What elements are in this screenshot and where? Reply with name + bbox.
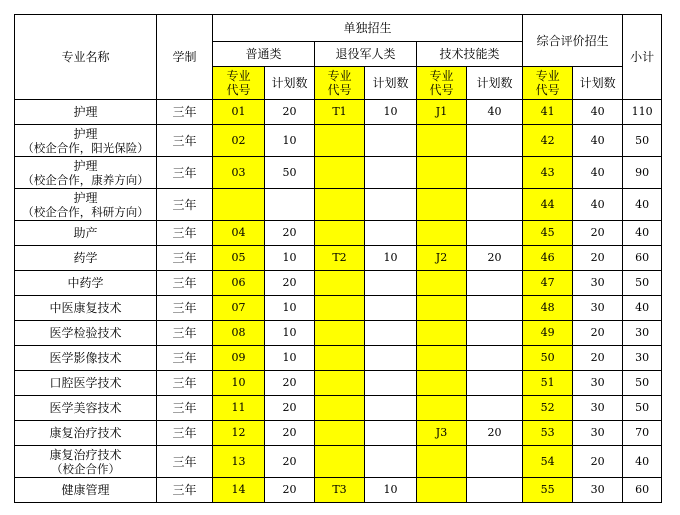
cell-general-code: 14 — [213, 478, 265, 503]
cell-veterans-plan — [365, 296, 417, 321]
cell-duration: 三年 — [157, 446, 213, 478]
header-single-recruit: 单独招生 — [213, 15, 523, 42]
cell-duration: 三年 — [157, 296, 213, 321]
cell-veterans-code — [315, 189, 365, 221]
cell-veterans-code — [315, 446, 365, 478]
cell-general-plan: 50 — [265, 157, 315, 189]
header-veterans: 退役军人类 — [315, 42, 417, 67]
cell-general-code: 04 — [213, 221, 265, 246]
cell-general-code: 07 — [213, 296, 265, 321]
cell-skills-code — [417, 446, 467, 478]
cell-duration: 三年 — [157, 125, 213, 157]
cell-major-name: 健康管理 — [15, 478, 157, 503]
cell-major-name: 医学美容技术 — [15, 396, 157, 421]
cell-general-code: 03 — [213, 157, 265, 189]
cell-duration: 三年 — [157, 189, 213, 221]
table-row — [15, 125, 662, 157]
cell-skills-plan — [467, 446, 523, 478]
header-comprehensive: 综合评价招生 — [523, 15, 623, 67]
cell-duration: 三年 — [157, 157, 213, 189]
cell-skills-plan — [467, 271, 523, 296]
cell-comprehensive-plan: 30 — [573, 396, 623, 421]
cell-skills-code — [417, 221, 467, 246]
cell-subtotal: 30 — [623, 321, 662, 346]
cell-comprehensive-code: 52 — [523, 396, 573, 421]
cell-skills-code — [417, 346, 467, 371]
cell-duration: 三年 — [157, 221, 213, 246]
cell-skills-plan — [467, 125, 523, 157]
table-row — [15, 346, 662, 371]
cell-skills-code: J2 — [417, 246, 467, 271]
cell-general-code: 08 — [213, 321, 265, 346]
header-comprehensive-plan: 计划数 — [573, 67, 623, 100]
header-duration: 学制 — [157, 15, 213, 100]
cell-veterans-plan — [365, 189, 417, 221]
header-skills-code: 专业 代号 — [417, 67, 467, 100]
cell-major-name: 药学 — [15, 246, 157, 271]
cell-general-code: 06 — [213, 271, 265, 296]
cell-skills-plan — [467, 371, 523, 396]
cell-skills-code: J3 — [417, 421, 467, 446]
cell-veterans-plan: 10 — [365, 100, 417, 125]
cell-comprehensive-code: 49 — [523, 321, 573, 346]
cell-duration: 三年 — [157, 396, 213, 421]
cell-veterans-code — [315, 321, 365, 346]
cell-comprehensive-code: 44 — [523, 189, 573, 221]
cell-subtotal: 60 — [623, 246, 662, 271]
cell-comprehensive-code: 45 — [523, 221, 573, 246]
cell-comprehensive-plan: 40 — [573, 125, 623, 157]
cell-comprehensive-plan: 30 — [573, 421, 623, 446]
cell-veterans-code — [315, 125, 365, 157]
cell-skills-plan — [467, 478, 523, 503]
cell-skills-plan — [467, 157, 523, 189]
cell-general-code: 02 — [213, 125, 265, 157]
cell-duration: 三年 — [157, 346, 213, 371]
cell-general-plan: 20 — [265, 100, 315, 125]
cell-general-plan: 20 — [265, 446, 315, 478]
cell-general-plan: 20 — [265, 478, 315, 503]
cell-comprehensive-plan: 30 — [573, 478, 623, 503]
cell-general-plan: 20 — [265, 271, 315, 296]
header-comprehensive-code: 专业 代号 — [523, 67, 573, 100]
table-row — [15, 296, 662, 321]
cell-comprehensive-plan: 20 — [573, 446, 623, 478]
cell-subtotal: 50 — [623, 125, 662, 157]
cell-subtotal: 110 — [623, 100, 662, 125]
cell-major-note: （校企合作） — [51, 461, 120, 476]
cell-skills-code — [417, 396, 467, 421]
cell-veterans-code — [315, 157, 365, 189]
header-general: 普通类 — [213, 42, 315, 67]
cell-comprehensive-plan: 40 — [573, 189, 623, 221]
cell-comprehensive-code: 41 — [523, 100, 573, 125]
cell-subtotal: 40 — [623, 446, 662, 478]
cell-duration: 三年 — [157, 421, 213, 446]
cell-major-name: 康复治疗技术 （校企合作） — [15, 446, 157, 478]
cell-subtotal: 50 — [623, 396, 662, 421]
cell-veterans-code: T1 — [315, 100, 365, 125]
cell-subtotal: 30 — [623, 346, 662, 371]
header-veterans-plan: 计划数 — [365, 67, 417, 100]
table-row — [15, 271, 662, 296]
cell-skills-plan — [467, 221, 523, 246]
cell-veterans-plan — [365, 421, 417, 446]
cell-general-code: 05 — [213, 246, 265, 271]
cell-skills-code — [417, 157, 467, 189]
cell-veterans-plan — [365, 396, 417, 421]
cell-comprehensive-code: 42 — [523, 125, 573, 157]
cell-subtotal: 90 — [623, 157, 662, 189]
table-row — [15, 321, 662, 346]
cell-skills-code — [417, 189, 467, 221]
header-subtotal: 小计 — [623, 15, 662, 100]
table-row — [15, 446, 662, 478]
cell-skills-plan: 40 — [467, 100, 523, 125]
cell-veterans-plan — [365, 271, 417, 296]
cell-general-plan: 10 — [265, 125, 315, 157]
table-row — [15, 371, 662, 396]
cell-comprehensive-plan: 20 — [573, 246, 623, 271]
cell-major-name: 护理 （校企合作，阳光保险） — [15, 125, 157, 157]
cell-duration: 三年 — [157, 478, 213, 503]
cell-skills-plan: 20 — [467, 421, 523, 446]
cell-comprehensive-plan: 20 — [573, 346, 623, 371]
cell-duration: 三年 — [157, 321, 213, 346]
cell-general-plan — [265, 189, 315, 221]
cell-veterans-plan — [365, 221, 417, 246]
cell-skills-plan — [467, 346, 523, 371]
cell-major-name: 医学影像技术 — [15, 346, 157, 371]
cell-major-name: 护理 （校企合作，康养方向） — [15, 157, 157, 189]
cell-skills-code: J1 — [417, 100, 467, 125]
cell-general-plan: 20 — [265, 396, 315, 421]
cell-veterans-plan — [365, 446, 417, 478]
cell-general-plan: 10 — [265, 296, 315, 321]
cell-general-code: 13 — [213, 446, 265, 478]
cell-major-name: 中医康复技术 — [15, 296, 157, 321]
cell-general-plan: 20 — [265, 371, 315, 396]
cell-skills-plan — [467, 396, 523, 421]
header-general-plan: 计划数 — [265, 67, 315, 100]
cell-veterans-code — [315, 271, 365, 296]
cell-comprehensive-code: 47 — [523, 271, 573, 296]
cell-skills-code — [417, 478, 467, 503]
cell-comprehensive-plan: 20 — [573, 321, 623, 346]
cell-comprehensive-code: 55 — [523, 478, 573, 503]
cell-duration: 三年 — [157, 100, 213, 125]
cell-veterans-code: T2 — [315, 246, 365, 271]
cell-comprehensive-code: 43 — [523, 157, 573, 189]
cell-veterans-plan — [365, 321, 417, 346]
cell-subtotal: 40 — [623, 296, 662, 321]
cell-comprehensive-code: 46 — [523, 246, 573, 271]
cell-general-plan: 20 — [265, 421, 315, 446]
cell-veterans-plan: 10 — [365, 246, 417, 271]
cell-major-note: （校企合作，阳光保险） — [22, 140, 149, 155]
cell-skills-plan: 20 — [467, 246, 523, 271]
cell-major-name: 护理 — [15, 100, 157, 125]
cell-duration: 三年 — [157, 371, 213, 396]
cell-major-name: 护理 （校企合作，科研方向） — [15, 189, 157, 221]
cell-skills-code — [417, 321, 467, 346]
cell-veterans-code — [315, 371, 365, 396]
cell-veterans-code — [315, 346, 365, 371]
cell-major-note: （校企合作，科研方向） — [22, 204, 149, 219]
table-row — [15, 221, 662, 246]
header-general-code: 专业 代号 — [213, 67, 265, 100]
cell-subtotal: 50 — [623, 271, 662, 296]
header-veterans-code: 专业 代号 — [315, 67, 365, 100]
cell-veterans-code — [315, 296, 365, 321]
cell-veterans-code: T3 — [315, 478, 365, 503]
cell-veterans-code — [315, 396, 365, 421]
table-row — [15, 157, 662, 189]
cell-comprehensive-plan: 30 — [573, 271, 623, 296]
cell-veterans-plan — [365, 125, 417, 157]
cell-major-name: 康复治疗技术 — [15, 421, 157, 446]
cell-skills-code — [417, 371, 467, 396]
cell-general-code — [213, 189, 265, 221]
cell-comprehensive-plan: 30 — [573, 371, 623, 396]
cell-general-plan: 20 — [265, 221, 315, 246]
cell-general-plan: 10 — [265, 321, 315, 346]
cell-skills-plan — [467, 189, 523, 221]
cell-duration: 三年 — [157, 246, 213, 271]
cell-major-note: （校企合作，康养方向） — [22, 172, 149, 187]
table-row — [15, 478, 662, 503]
table-row — [15, 246, 662, 271]
cell-comprehensive-code: 54 — [523, 446, 573, 478]
cell-veterans-code — [315, 221, 365, 246]
cell-subtotal: 60 — [623, 478, 662, 503]
cell-general-plan: 10 — [265, 246, 315, 271]
cell-comprehensive-code: 50 — [523, 346, 573, 371]
cell-comprehensive-plan: 40 — [573, 100, 623, 125]
header-row-1 — [15, 15, 662, 42]
cell-comprehensive-code: 51 — [523, 371, 573, 396]
cell-major-name: 医学检验技术 — [15, 321, 157, 346]
cell-comprehensive-plan: 40 — [573, 157, 623, 189]
table-row — [15, 100, 662, 125]
header-skills-plan: 计划数 — [467, 67, 523, 100]
cell-veterans-code — [315, 421, 365, 446]
cell-skills-code — [417, 125, 467, 157]
cell-veterans-plan — [365, 371, 417, 396]
cell-comprehensive-code: 48 — [523, 296, 573, 321]
cell-major-name: 助产 — [15, 221, 157, 246]
cell-skills-code — [417, 296, 467, 321]
cell-subtotal: 40 — [623, 189, 662, 221]
cell-general-code: 11 — [213, 396, 265, 421]
table-row — [15, 189, 662, 221]
cell-general-code: 01 — [213, 100, 265, 125]
cell-comprehensive-code: 53 — [523, 421, 573, 446]
table-row — [15, 396, 662, 421]
cell-comprehensive-plan: 20 — [573, 221, 623, 246]
table-row — [15, 421, 662, 446]
cell-major-name: 中药学 — [15, 271, 157, 296]
cell-subtotal: 40 — [623, 221, 662, 246]
cell-duration: 三年 — [157, 271, 213, 296]
cell-general-plan: 10 — [265, 346, 315, 371]
header-skills: 技术技能类 — [417, 42, 523, 67]
enrollment-plan-table — [14, 14, 662, 503]
cell-veterans-plan — [365, 157, 417, 189]
cell-general-code: 12 — [213, 421, 265, 446]
cell-veterans-plan: 10 — [365, 478, 417, 503]
header-major-name: 专业名称 — [15, 15, 157, 100]
cell-skills-plan — [467, 296, 523, 321]
cell-skills-plan — [467, 321, 523, 346]
cell-comprehensive-plan: 30 — [573, 296, 623, 321]
cell-veterans-plan — [365, 346, 417, 371]
cell-major-name: 口腔医学技术 — [15, 371, 157, 396]
cell-general-code: 10 — [213, 371, 265, 396]
cell-subtotal: 50 — [623, 371, 662, 396]
cell-general-code: 09 — [213, 346, 265, 371]
cell-skills-code — [417, 271, 467, 296]
cell-subtotal: 70 — [623, 421, 662, 446]
